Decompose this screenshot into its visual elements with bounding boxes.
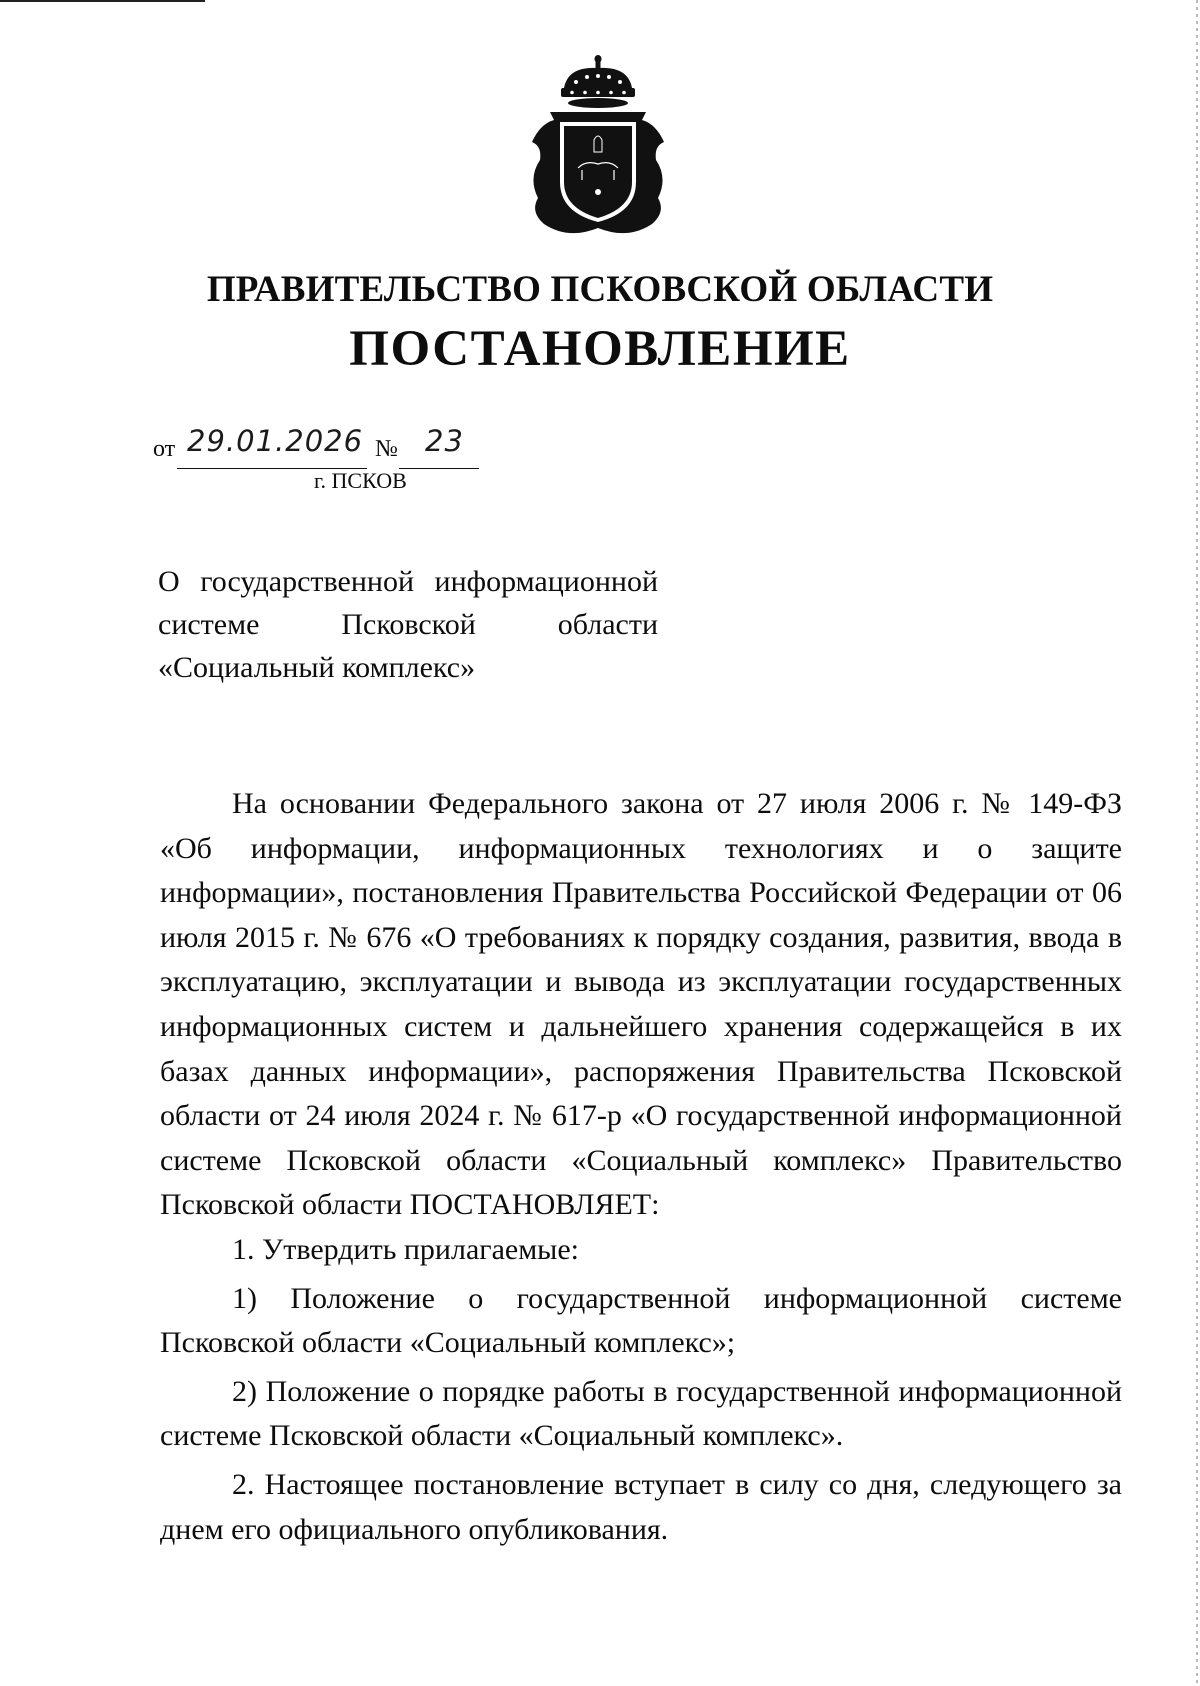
document-type: ПОСТАНОВЛЕНИЕ bbox=[349, 321, 851, 377]
preamble-paragraph: На основании Федерального закона от 27 июля 2006 г. № 149-ФЗ «Об информации, информационных технологиях и о защите информации», постановления Правительства Российской Федерации от 06 июля 2015 г. № 676 «О требованиях к порядку создания, развития, ввода в эксплуатацию, эксплуатации и вывода из эксплуатации государственных информационных систем и дальнейшего хранения содержащейся в их базах данных информации», распоряжения Правительства Псковской области от 24 июля 2024 г. № 617-р «О государственной информационной системе Псковской области «Социальный комплекс» Правительство Псковской области ПОСТАНОВЛЯЕТ: bbox=[160, 787, 1122, 1222]
item-1-subitem-1: 1) Положение о государственной информационной системе Псковской области «Социальный комплекс»; bbox=[160, 1281, 1122, 1360]
number-underline bbox=[399, 468, 479, 469]
number-prefix: № bbox=[375, 436, 398, 462]
item-1-subitem-2: 2) Положение о порядке работы в государственной информационной системе Псковской области «Социальный комплекс». bbox=[160, 1374, 1122, 1453]
subject-line: «Социальный комплекс» bbox=[158, 651, 476, 684]
handwritten-number: 23 bbox=[425, 424, 464, 458]
item-2: 2. Настоящее постановление вступает в силу со дня, следующего за днем его официального опубликования. bbox=[160, 1467, 1122, 1546]
city: г. ПСКОВ bbox=[314, 468, 407, 493]
government-title: ПРАВИТЕЛЬСТВО ПСКОВСКОЙ ОБЛАСТИ bbox=[206, 269, 994, 310]
subject-line: О государственной информационной bbox=[158, 565, 658, 598]
date-prefix: от bbox=[153, 436, 176, 462]
handwritten-date: 29.01.2026 bbox=[187, 424, 364, 458]
item-1: 1. Утвердить прилагаемые: bbox=[232, 1232, 579, 1266]
document-subject bbox=[158, 560, 658, 689]
pskov-region-coat-of-arms-icon bbox=[524, 52, 672, 238]
subject-line: системе Псковской области bbox=[158, 608, 658, 641]
scan-artifact-edge bbox=[1196, 0, 1198, 1686]
scan-artifact-line bbox=[0, 0, 205, 2]
document-body bbox=[160, 782, 1122, 1552]
